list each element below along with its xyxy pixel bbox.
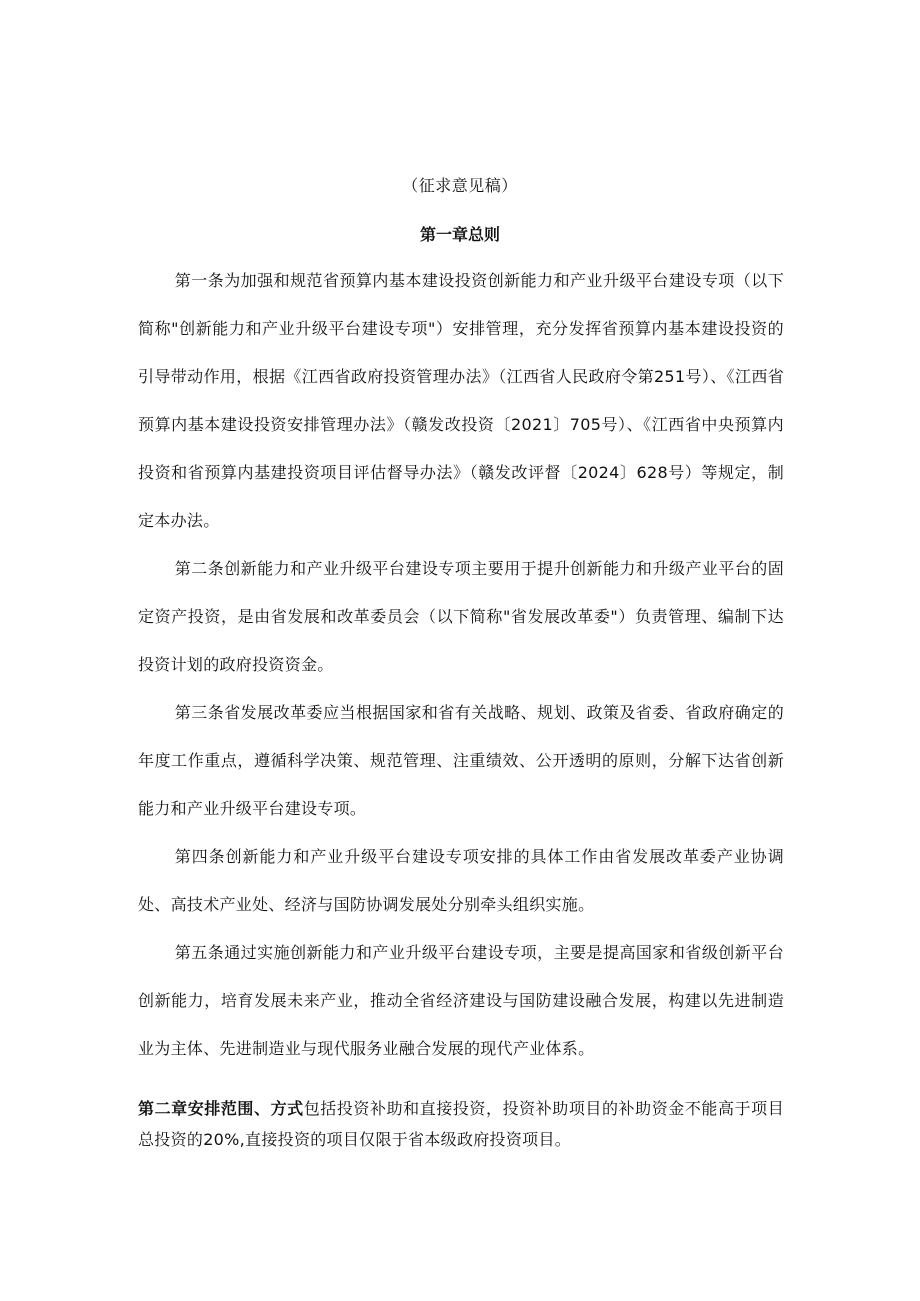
article-3-paragraph: 第三条省发展改革委应当根据国家和省有关战略、规划、政策及省委、省政府确定的年度工作重点，遵循科学决策、规范管理、注重绩效、公开透明的原则，分解下达省创新能力和产业升级平台建设专项。 [138, 703, 784, 818]
chapter-1-body [138, 257, 784, 1073]
chapter-2-heading: 第二章安排范围、方式 [138, 1099, 304, 1118]
chapter-2-paragraph [138, 1093, 784, 1155]
chapter-2-text: 包括投资补助和直接投资，投资补助项目的补助资金不能高于项目总投资的20%,直接投资的项目仅限于省本级政府投资项目。 [138, 1099, 784, 1149]
chapter-1-title: 第一章总则 [419, 225, 500, 244]
document-subtitle: （征求意见稿） [402, 176, 518, 195]
article-5-paragraph: 第五条通过实施创新能力和产业升级平台建设专项，主要是提高国家和省级创新平台创新能力，培育发展未来产业，推动全省经济建设与国防建设融合发展，构建以先进制造业为主体、先进制造业与现代服务业融合发展的现代产业体系。 [138, 943, 784, 1058]
article-4-paragraph: 第四条创新能力和产业升级平台建设专项安排的具体工作由省发展改革委产业协调处、高技术产业处、经济与国防协调发展处分别牵头组织实施。 [138, 847, 784, 914]
article-2-paragraph: 第二条创新能力和产业升级平台建设专项主要用于提升创新能力和升级产业平台的固定资产投资，是由省发展和改革委员会（以下简称"省发展改革委"）负责管理、编制下达投资计划的政府投资资金。 [138, 559, 784, 674]
article-1-paragraph: 第一条为加强和规范省预算内基本建设投资创新能力和产业升级平台建设专项（以下简称"创新能力和产业升级平台建设专项"）安排管理，充分发挥省预算内基本建设投资的引导带动作用，根据《江西省政府投资管理办法》（江西省人民政府令第251号）、《江西省预算内基本建设投资安排管理办法》（赣发改投资〔2021〕705号）、《江西省中央预算内投资和省预算内基建投资项目评估督导办法》（赣发改评督〔2024〕628号）等规定，制定本办法。 [138, 271, 784, 530]
